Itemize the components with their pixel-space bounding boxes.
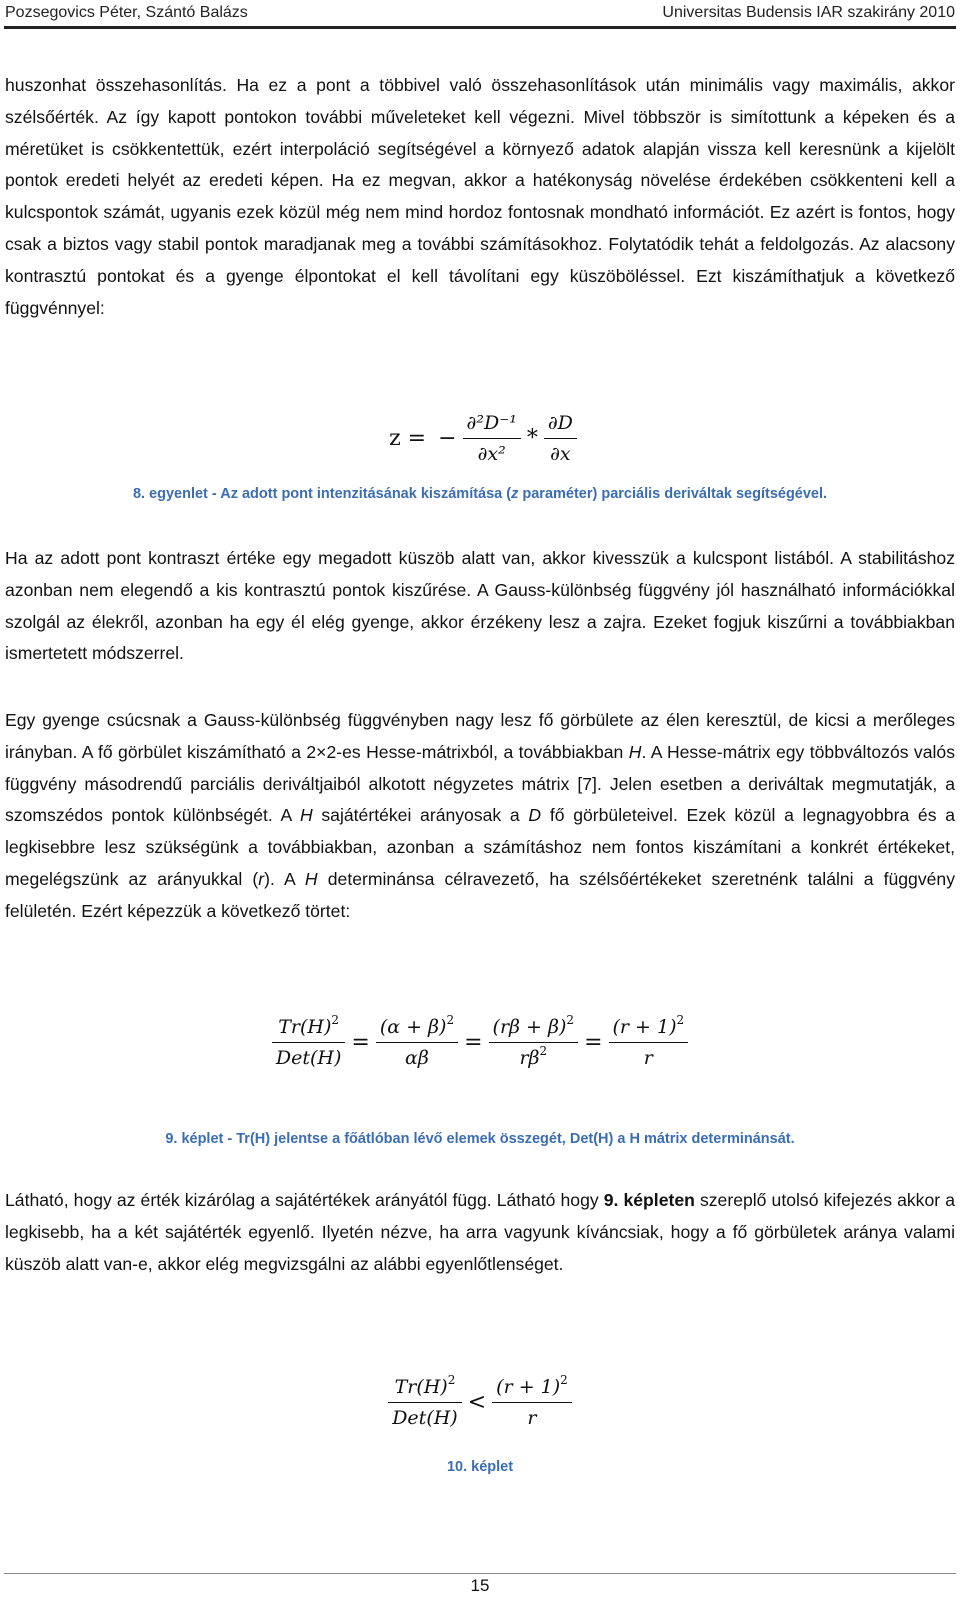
p3-d: fő görbületeivel. Ezek közül a legnagyobbra és a legkisebbre lesz szükségünk a továbbiakban, azonban a számításhoz nem fontos kiszámítani a konkrét értékeket, megelégszünk az arányukkal ( <box>5 805 955 889</box>
equation-10 <box>0 1372 960 1433</box>
p3-h3: H <box>304 868 318 889</box>
eq9-num2: (α + β) <box>379 1016 447 1038</box>
eq9-sq3: 2 <box>566 1013 575 1027</box>
eq9-sq5: 2 <box>676 1013 685 1027</box>
eq9-fraction-1 <box>272 1012 346 1073</box>
eq8-den1: ∂x² <box>477 443 506 465</box>
equation-9 <box>0 1012 960 1073</box>
eq9-sq1: 2 <box>331 1013 340 1027</box>
eq9-den2: αβ <box>405 1047 429 1069</box>
eq8-lhs: z = <box>389 426 427 451</box>
p3-b: . A Hesse-mátrix egy többváltozós valós függvény másodrendű parciális deriváltjaiból alkotott négyzetes mátrix [7]. Jelen esetben a deriváltak megmutatják, a szomszédos pontok különbségét. A <box>5 741 955 826</box>
eq9-num3: (rβ + β) <box>492 1016 567 1038</box>
eq8-caption-var: z <box>511 486 519 502</box>
eq8-caption-pre: 8. egyenlet - Az adott pont intenzitásának kiszámítása ( <box>132 486 512 502</box>
p3-h1: H <box>628 741 642 762</box>
header-institution: Universitas Budensis IAR szakirány 2010 <box>662 4 955 21</box>
eq9-sq4: 2 <box>539 1044 548 1058</box>
p4-bold: 9. képleten <box>603 1190 695 1210</box>
eq9-num1: Tr(H) <box>278 1016 332 1038</box>
eq8-minus: − <box>438 426 457 451</box>
eq8-caption-post: paraméter) parciális deriváltak segítségével. <box>518 486 828 502</box>
eq9-eq3: = <box>584 1030 603 1055</box>
eq8-fraction-2 <box>544 408 577 469</box>
eq10-fraction-1 <box>388 1372 462 1433</box>
eq9-eq1: = <box>351 1030 370 1055</box>
eq10-sq2: 2 <box>560 1373 568 1387</box>
eq9-sq2: 2 <box>446 1013 455 1027</box>
header-authors: Pozsegovics Péter, Szántó Balázs <box>5 4 248 21</box>
footer-rule <box>4 1573 956 1574</box>
eq8-num1: ∂²D⁻¹ <box>463 408 521 439</box>
p3-e: ). A <box>264 868 305 889</box>
p3-a: Egy gyenge csúcsnak a Gauss-különbség függvényben nagy lesz fő görbülete az élen keresztül, de kicsi a merőleges irányban. A fő görbület kiszámítható a 2×2-es Hesse-mátrixból, a továbbiakban <box>5 710 955 762</box>
eq8-den2: ∂x <box>550 443 571 465</box>
eq9-den4: r <box>643 1047 653 1069</box>
eq10-fraction-2 <box>492 1372 572 1433</box>
eq8-caption <box>0 486 960 502</box>
p3-h2: H <box>299 805 313 826</box>
paragraph-2: Ha az adott pont kontraszt értéke egy megadott küszöb alatt van, akkor kivesszük a kulcspont listából. A stabilitáshoz azonban nem elegendő a kis kontrasztú pontok kiszűrése. A Gauss-különbség függvény jól használható információkkal szolgál az élekről, azonban ha egy él elég gyenge, akkor érzékeny lesz a zajra. Ezeket fogjuk kiszűrni a továbbiakban ismertetett módszerrel. <box>5 548 955 664</box>
eq10-den2: r <box>527 1407 537 1429</box>
eq10-num2: (r + 1) <box>496 1376 561 1398</box>
eq10-num1: Tr(H) <box>394 1376 448 1398</box>
p3-c: sajátértékei arányosak a <box>312 805 529 826</box>
paragraph-3 <box>5 705 955 928</box>
p3-d1: D <box>528 805 542 826</box>
eq9-fraction-2 <box>376 1012 458 1073</box>
p3-f: determinánsa célravezető, ha szélsőértékeket szeretnénk találni a függvény felületén. Ezért képezzük a következő törtet: <box>5 868 955 921</box>
eq9-den3: rβ <box>519 1047 540 1069</box>
eq9-fraction-3 <box>489 1012 579 1073</box>
p3-r1: r <box>258 868 265 889</box>
paragraph-4 <box>5 1185 955 1280</box>
paragraph-1: huszonhat összehasonlítás. Ha ez a pont a többivel való összehasonlítások után minimális vagy maximális, akkor szélsőérték. Az így kapott pontokon további műveleteket kell végezni. Mivel többször is simítottunk a képeken és a méretüket is csökkentettük, ezért interpoláció segítségével a környező adatok alapján vissza kell keresnünk a kijelölt pontok eredeti helyét az eredeti képen. Ha ez megvan, akkor a hatékonyság növelése érdekében csökkenteni kell a kulcspontok számát, ugyanis ezek közül még nem mind hordoz fontosnak mondható információt. Ez azért is fontos, hogy csak a biztos vagy stabil pontok maradjanak meg a további számításokhoz. Folytatódik tehát a feldolgozás. Az alacsony kontrasztú pontokat és a gyenge élpontokat el kell távolítani egy küszöböléssel. Ezt kiszámíthatjuk a következő függvénnyel: <box>5 75 955 318</box>
eq8-times: * <box>526 426 538 451</box>
eq10-lt: < <box>467 1390 487 1415</box>
header-rule <box>4 26 956 29</box>
equation-8 <box>0 408 960 469</box>
p4-b: szereplő utolsó kifejezés akkor a legkisebb, ha a két sajátérték egyenlő. Ilyetén nézve, ha arra vagyunk kíváncsiak, hogy a fő görbületek aránya valami küszöb alatt van-e, akkor elég megvizsgálni az alábbi egyenlőtlenséget. <box>5 1190 955 1274</box>
page-header <box>0 0 960 32</box>
p4-a: Látható, hogy az érték kizárólag a sajátértékek arányától függ. Látható hogy <box>5 1190 604 1210</box>
eq9-eq2: = <box>464 1030 483 1055</box>
eq10-caption: 10. képlet <box>446 1459 514 1475</box>
eq8-fraction-1 <box>463 408 521 469</box>
eq9-den1: Det(H) <box>275 1047 342 1069</box>
eq8-num2: ∂D <box>544 408 577 439</box>
eq9-caption: 9. képlet - Tr(H) jelentse a főátlóban lévő elemek összegét, Det(H) a H mátrix determinánsát. <box>165 1131 795 1147</box>
eq9-fraction-4 <box>609 1012 689 1073</box>
page-number: 15 <box>470 1576 490 1595</box>
eq10-den1: Det(H) <box>392 1407 458 1429</box>
eq10-sq1: 2 <box>447 1373 456 1387</box>
eq9-num4: (r + 1) <box>612 1016 677 1038</box>
